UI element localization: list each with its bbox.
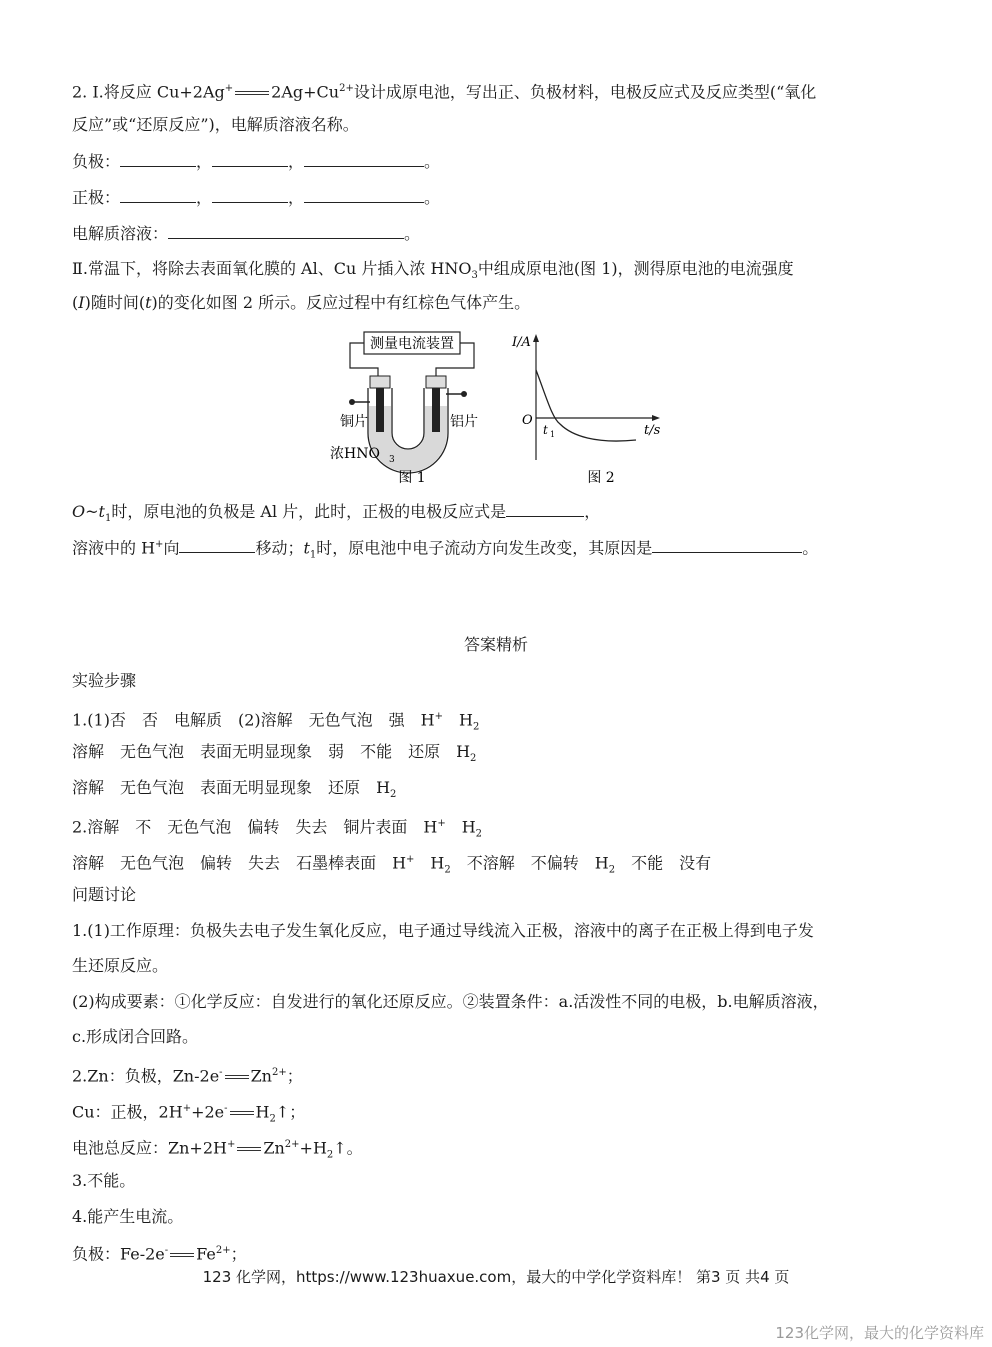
section-heading: 实验步骤: [72, 671, 137, 690]
answer-line: 2.溶解 不 无色气泡 偏转 失去 铜片表面 H+ $H_2$: [72, 817, 483, 840]
equation-line: 2.Zn：负极，Zn-2e- $Zn^{2+}$；: [72, 1066, 303, 1086]
answer-line: 1.(1)工作原理：负极失去电子发生氧化反应，电子通过导线流入正极，溶液中的离子在正极上得到电子发: [72, 921, 814, 940]
answer-line: 3.不能。: [72, 1171, 136, 1190]
answer-line: (2)构成要素：①化学反应：自发进行的氧化还原反应。②装置条件：a.活泼性不同的电极，b.电解质溶液，: [72, 992, 829, 1011]
question-line: Ⅱ.常温下，将除去表面氧化膜的 Al、Cu 片插入浓 $HNO_3$中组成原电池(图 1)，测得原电池的电流强度: [72, 259, 794, 282]
negative-electrode-row: 负极： ， ， 。: [72, 152, 441, 171]
answer-blank[interactable]: [304, 186, 424, 203]
answer-blank[interactable]: [168, 222, 404, 239]
origin-label: O: [522, 413, 533, 428]
figure-1-cell: [326, 328, 516, 490]
question-line: 2. Ⅰ.将反应 Cu+2Ag+ $2Ag+Cu^{2+}$设计成原电池，写出正、负极材料，电极反应式及反应类型(“氧化: [72, 82, 817, 102]
answer-title: 答案精析: [463, 635, 528, 654]
answer-blank[interactable]: [120, 186, 196, 203]
equation-line: 电池总反应：Zn+2H+ $Zn^{2+}+H_2↑$。: [72, 1138, 363, 1161]
answer-blank[interactable]: [506, 500, 584, 517]
figure-2-caption: 图 2: [587, 470, 615, 486]
answer-blank[interactable]: [179, 536, 255, 553]
question-line: 反应”或“还原反应”)，电解质溶液名称。: [72, 115, 359, 134]
figure-1-caption: 图 1: [398, 470, 426, 486]
x-axis-label: t/s: [644, 423, 661, 438]
question-line: (I)随时间(t)的变化如图 2 所示。反应过程中有红棕色气体产生。: [72, 293, 531, 312]
page-footer: 123 化学网，https://www.123huaxue.com，最大的中学化学资料库！ 第3 页 共4 页: [202, 1268, 790, 1286]
answer-blank[interactable]: [304, 150, 424, 167]
watermark: 123化学网，最大的化学资料库: [775, 1324, 984, 1342]
section-heading: 问题讨论: [72, 885, 137, 904]
acid-subscript: 3: [389, 455, 395, 465]
question-line: $O\sim t_1$时，原电池的负极是 Al 片，此时，正极的电极反应式是 ，: [72, 502, 601, 525]
answer-blank[interactable]: [120, 150, 196, 167]
device-label: 测量电流装置: [370, 336, 454, 352]
answer-blank[interactable]: [212, 186, 288, 203]
answer-line: c.形成闭合回路。: [72, 1027, 199, 1046]
acid-label: 浓HNO: [330, 446, 380, 462]
equation-line: Cu：正极，2H++2e- $H_2↑$；: [72, 1102, 306, 1125]
answer-line: 溶解 无色气泡 偏转 失去 石墨棒表面 H+ $H_2$ 不溶解 不偏转 $H_2$ 不能 没有: [72, 853, 712, 876]
answer-line: 4.能产生电流。: [72, 1207, 184, 1226]
answer-line: 溶解 无色气泡 表面无明显现象 弱 不能 还原 $H_2$: [72, 742, 477, 765]
answer-blank[interactable]: [652, 536, 802, 553]
answer-line: 1.(1)否 否 电解质 (2)溶解 无色气泡 强 H+ $H_2$: [72, 710, 480, 733]
electrolyte-row: 电解质溶液： 。: [72, 224, 421, 243]
answer-line: 生还原反应。: [72, 956, 169, 975]
figure-2-graph: [506, 332, 666, 490]
question-line: 溶液中的 H+向 移动；$t_1$时，原电池中电子流动方向发生改变，其原因是 。: [72, 538, 819, 561]
aluminum-electrode: [432, 388, 440, 432]
answer-blank[interactable]: [212, 150, 288, 167]
copper-label: 铜片: [340, 414, 368, 430]
answer-line: 溶解 无色气泡 表面无明显现象 还原 $H_2$: [72, 778, 397, 801]
y-axis-label: I/A: [512, 335, 531, 350]
copper-electrode: [376, 388, 384, 432]
aluminum-label: 铝片: [450, 414, 478, 430]
t1-label: t: [543, 423, 548, 437]
t1-subscript: 1: [550, 430, 556, 439]
positive-electrode-row: 正极： ， ， 。: [72, 188, 441, 207]
equation-line: 负极：Fe-2e- $Fe^{2+}$；: [72, 1244, 247, 1264]
